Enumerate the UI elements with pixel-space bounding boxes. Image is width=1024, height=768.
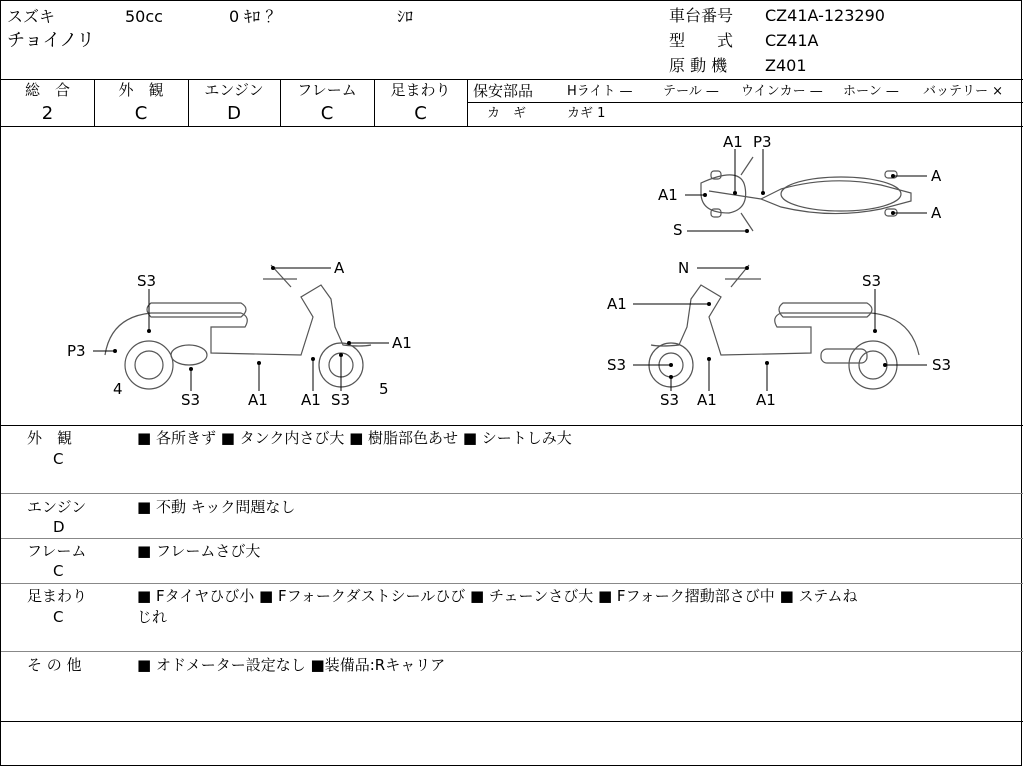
safety-tail: テール —: [663, 84, 719, 99]
right-label-s3-hub: S3: [660, 391, 680, 409]
top-view-seat: [781, 177, 901, 211]
left-label-5: 5: [379, 380, 389, 398]
safety-label: 保安部品: [473, 82, 534, 100]
damage-marker: [883, 363, 887, 367]
model-name: チョイノリ: [7, 30, 95, 51]
remark-text-exterior: ■ 各所きず ■ タンク内さび大 ■ 樹脂部色あせ ■ シートしみ大: [137, 429, 572, 447]
left-label-a: A: [334, 259, 345, 277]
remark-text-engine: ■ 不動 キック問題なし: [137, 498, 296, 516]
divider: [1, 538, 1023, 539]
safety-winker: ウインカー —: [741, 84, 823, 99]
frame-no-label: 車台番号: [669, 6, 734, 25]
left-label-s3-seat: S3: [137, 272, 157, 290]
type-value: CZ41A: [765, 31, 819, 50]
suspension-grade-label: 足まわり: [390, 81, 451, 99]
right-scooter-rear-hub: [859, 351, 887, 379]
remark-label-suspension: 足まわり: [27, 587, 88, 605]
damage-marker: [113, 349, 117, 353]
displacement: 50cc: [125, 7, 163, 26]
left-label-a1-floor: A1: [248, 391, 268, 409]
engine-label: 原 動 機: [669, 56, 728, 75]
damage-marker: [669, 363, 673, 367]
top-view-handle-left: [741, 157, 753, 175]
top-view-front: [701, 175, 746, 213]
damage-marker: [271, 266, 275, 270]
damage-marker: [707, 357, 711, 361]
key-label: カ ギ: [487, 106, 527, 121]
left-scooter-rear-hub: [135, 351, 163, 379]
top-label-a-lower: A: [931, 204, 942, 222]
remark-label-frame: フレーム: [27, 542, 87, 560]
damage-marker: [311, 357, 315, 361]
key-value: カギ 1: [567, 106, 606, 121]
divider: [467, 102, 1023, 103]
left-label-a1-front: A1: [301, 391, 321, 409]
damage-marker: [707, 302, 711, 306]
engine-grade: D: [227, 103, 241, 124]
engine-value: Z401: [765, 56, 807, 75]
damage-marker: [147, 329, 151, 333]
right-label-n: N: [678, 259, 690, 277]
left-scooter-rear-wheel: [125, 341, 173, 389]
divider: [1, 651, 1023, 652]
safety-battery: バッテリー ×: [923, 84, 1004, 99]
divider: [1, 79, 1023, 80]
divider: [467, 79, 468, 126]
damage-marker: [733, 191, 737, 195]
remark-text-suspension-cont: じれ: [137, 608, 168, 626]
damage-marker: [339, 353, 343, 357]
type-label: 型 式: [669, 31, 734, 50]
damage-marker: [257, 361, 261, 365]
right-scooter-body: [651, 285, 919, 355]
divider: [1, 493, 1023, 494]
left-scooter-body: [105, 285, 371, 355]
suspension-grade: C: [414, 103, 427, 124]
damage-marker: [745, 266, 749, 270]
maker: スズキ: [7, 7, 56, 26]
remark-text-other: ■ オドメーター設定なし ■装備品:Rキャリア: [137, 656, 446, 674]
damage-marker: [703, 193, 707, 197]
damage-marker: [745, 229, 749, 233]
top-view-handle-right: [741, 213, 753, 231]
left-label-a1-fender: A1: [392, 334, 412, 352]
remark-grade-frame: C: [53, 562, 64, 580]
damage-marker: [873, 329, 877, 333]
left-label-s3-engine: S3: [181, 391, 201, 409]
remark-grade-exterior: C: [53, 450, 64, 468]
top-label-a1: A1: [723, 133, 743, 151]
exterior-label: 外 観: [118, 81, 164, 99]
right-label-a1-floor: A1: [756, 391, 776, 409]
right-scooter-seat: [779, 303, 872, 317]
right-label-a1-fork: A1: [697, 391, 717, 409]
top-label-a-upper: A: [931, 167, 942, 185]
left-scooter-engine: [171, 345, 207, 365]
remark-label-other: そ の 他: [27, 656, 82, 674]
safety-headlight: Hライト —: [567, 84, 633, 99]
right-label-s3-wheel: S3: [607, 356, 627, 374]
damage-marker: [765, 361, 769, 365]
remark-grade-engine: D: [53, 518, 65, 536]
top-label-a1-side: A1: [658, 186, 678, 204]
right-label-s3-muffler: S3: [932, 356, 952, 374]
divider: [1, 721, 1023, 722]
top-view-rear-winker-left: [885, 171, 897, 178]
damage-marker: [347, 341, 351, 345]
damage-marker: [761, 191, 765, 195]
damage-diagram: [1, 127, 1023, 425]
remark-label-exterior: 外 観: [27, 429, 73, 447]
remark-grade-suspension: C: [53, 608, 64, 626]
left-label-4: 4: [113, 380, 123, 398]
top-label-s: S: [673, 221, 683, 239]
damage-marker: [189, 367, 193, 371]
frame-no: CZ41A-123290: [765, 6, 885, 25]
overall-label: 総 合: [24, 81, 70, 99]
remark-text-frame: ■ フレームさび大: [137, 542, 261, 560]
exterior-grade: C: [134, 103, 148, 124]
mileage: 0 ｷﾛ ？: [229, 7, 282, 26]
right-label-s3-seat: S3: [862, 272, 882, 290]
left-label-p3: P3: [67, 342, 86, 360]
left-label-s3-wheel: S3: [331, 391, 351, 409]
damage-marker: [669, 375, 673, 379]
damage-marker: [891, 211, 895, 215]
right-label-a1-front: A1: [607, 295, 627, 313]
color: ｼﾛ: [397, 7, 414, 26]
engine-grade-label: エンジン: [204, 81, 264, 99]
safety-horn: ホーン —: [843, 84, 899, 99]
remark-text-suspension: ■ Fタイヤひび小 ■ Fフォークダストシールひび ■ チェーンさび大 ■ Fフォーク摺動部さび中 ■ ステムね: [137, 587, 858, 605]
left-scooter-seat: [147, 303, 246, 317]
damage-marker: [891, 174, 895, 178]
divider: [1, 583, 1023, 584]
top-label-p3: P3: [753, 133, 772, 151]
overall-grade: 2: [41, 103, 54, 124]
divider: [1, 425, 1023, 426]
frame-grade-label: フレーム: [297, 81, 357, 99]
remark-label-engine: エンジン: [27, 498, 87, 516]
frame-grade: C: [320, 103, 334, 124]
